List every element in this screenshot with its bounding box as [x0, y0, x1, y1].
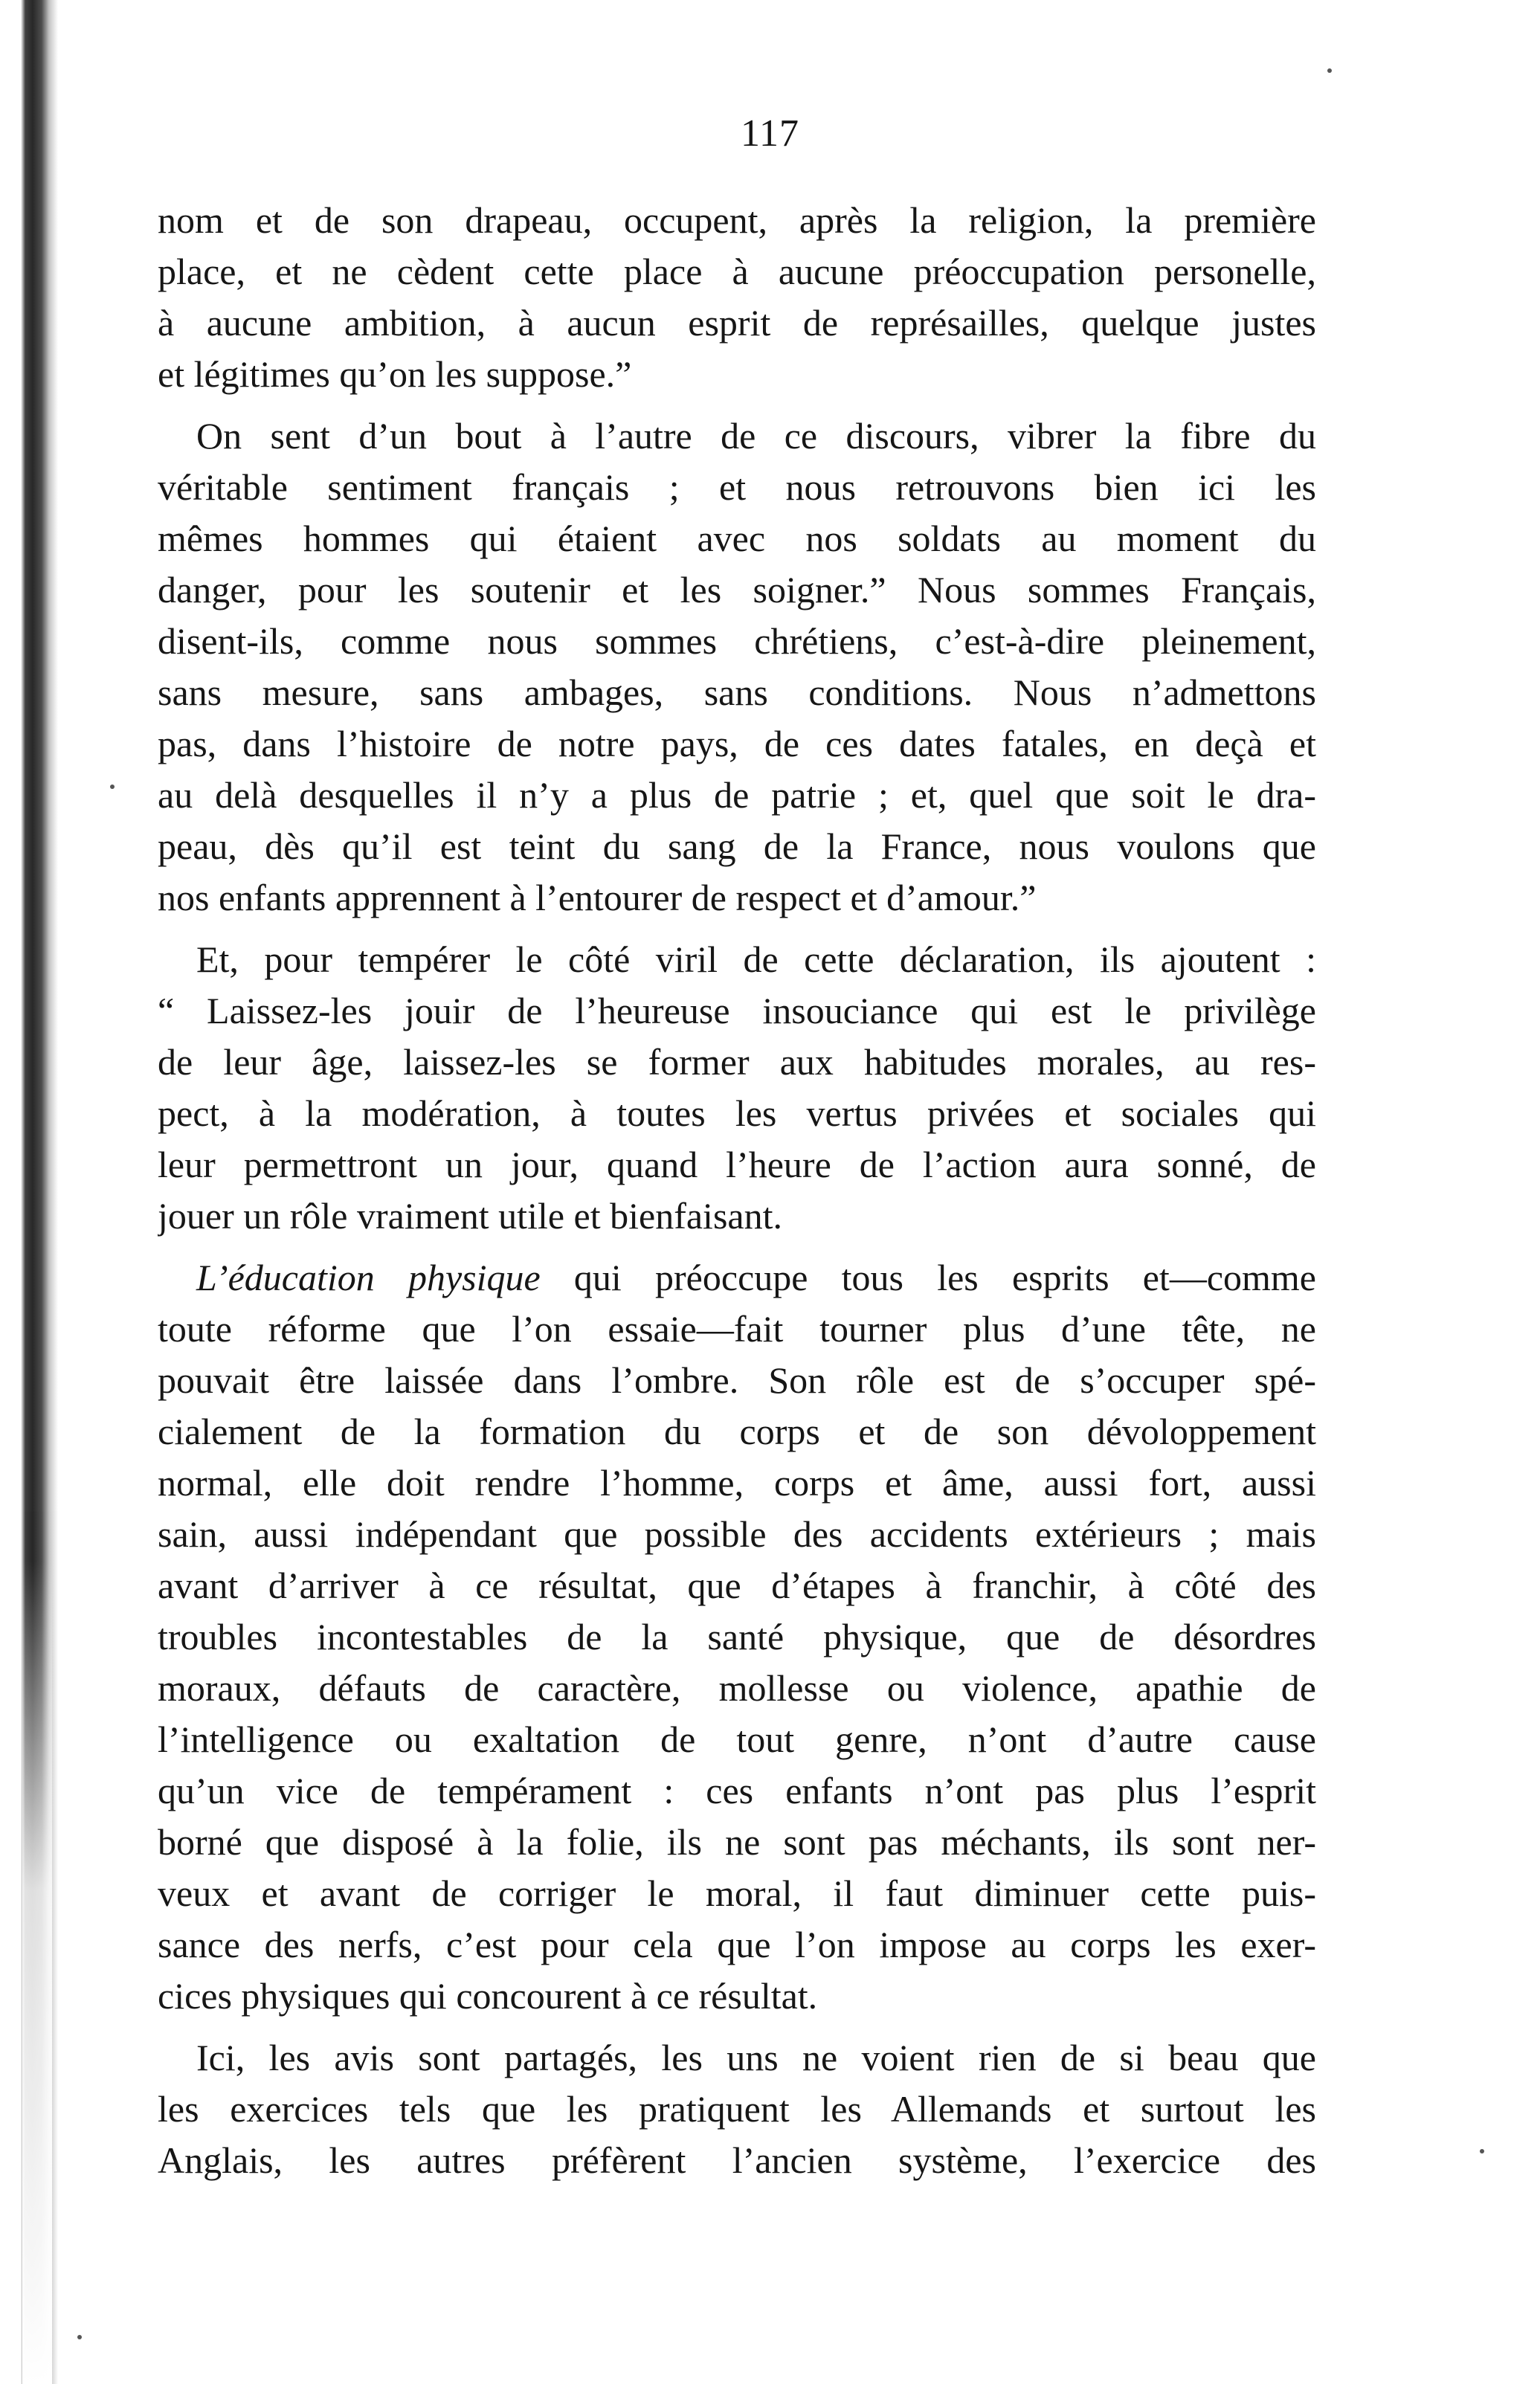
- text-line: pouvait être laissée dans l’ombre. Son rôle est de s’occuper spé-: [158, 1359, 1316, 1401]
- text-line: peau, dès qu’il est teint du sang de la France, nous voulons que: [158, 825, 1316, 867]
- text-line: nom et de son drapeau, occupent, après la religion, la première: [158, 199, 1316, 241]
- text-line: normal, elle doit rendre l’homme, corps et âme, aussi fort, aussi: [158, 1462, 1316, 1504]
- text-line: troubles incontestables de la santé physique, que de désordres: [158, 1616, 1316, 1657]
- paragraph-5: [158, 2032, 1316, 2186]
- text-line: sans mesure, sans ambages, sans conditions. Nous n’admettons: [158, 671, 1316, 713]
- text-line: au delà desquelles il n’y a plus de patrie ; et, quel que soit le dra-: [158, 774, 1316, 816]
- text-line: leur permettront un jour, quand l’heure de l’action aura sonné, de: [158, 1144, 1316, 1185]
- text-line: qu’un vice de tempérament : ces enfants n’ont pas plus l’esprit: [158, 1770, 1316, 1811]
- italic-term: L’éducation physique: [196, 1257, 541, 1298]
- text-line: les exercices tels que les pratiquent les Allemands et surtout les: [158, 2088, 1316, 2130]
- text-line: pect, à la modération, à toutes les vertus privées et sociales qui: [158, 1092, 1316, 1134]
- page-number: 117: [740, 112, 800, 155]
- text-line: mêmes hommes qui étaient avec nos soldats au moment du: [158, 518, 1316, 559]
- text-line: Ici, les avis sont partagés, les uns ne voient rien de si beau que: [196, 2037, 1316, 2078]
- text-line: On sent d’un bout à l’autre de ce discours, vibrer la fibre du: [196, 415, 1316, 457]
- text-line: et légitimes qu’on les suppose.”: [158, 353, 632, 395]
- print-speck: [1480, 2149, 1484, 2153]
- print-speck: [110, 785, 115, 789]
- text-line: jouer un rôle vraiment utile et bienfaisant.: [158, 1195, 782, 1237]
- text-line: place, et ne cèdent cette place à aucune préoccupation personelle,: [158, 251, 1316, 292]
- text-line: cialement de la formation du corps et de son dévoloppement: [158, 1411, 1316, 1452]
- text-line: cices physiques qui concourent à ce résultat.: [158, 1975, 818, 2017]
- text-line: sance des nerfs, c’est pour cela que l’on impose au corps les exer-: [158, 1924, 1316, 1965]
- paragraph-3: [158, 934, 1316, 1242]
- text-line: Anglais, les autres préfèrent l’ancien système, l’exercice des: [158, 2139, 1316, 2181]
- binding-edge-shadow: [0, 0, 58, 2384]
- text-line: moraux, défauts de caractère, mollesse ou violence, apathie de: [158, 1667, 1316, 1709]
- body-text: [158, 195, 1316, 2190]
- text-line: toute réforme que l’on essaie—fait tourner plus d’une tête, ne: [158, 1308, 1316, 1350]
- text-line: “ Laissez-les jouir de l’heureuse insouciance qui est le privilège: [158, 990, 1316, 1031]
- text-line: à aucune ambition, à aucun esprit de représailles, quelque justes: [158, 302, 1316, 344]
- paragraph-2: [158, 410, 1316, 924]
- print-speck: [1327, 68, 1332, 73]
- text-line: pas, dans l’histoire de notre pays, de ces dates fatales, en deçà et: [158, 723, 1316, 764]
- print-speck: [77, 2335, 82, 2339]
- text-line: danger, pour les soutenir et les soigner.” Nous sommes Français,: [158, 569, 1316, 611]
- text-line: avant d’arriver à ce résultat, que d’étapes à franchir, à côté des: [158, 1565, 1316, 1606]
- text-line: véritable sentiment français ; et nous retrouvons bien ici les: [158, 466, 1316, 508]
- text-line: [158, 1252, 1316, 1304]
- text-line: disent-ils, comme nous sommes chrétiens, c’est-à-dire pleinement,: [158, 620, 1316, 662]
- text-line: nos enfants apprennent à l’entourer de respect et d’amour.”: [158, 877, 1037, 918]
- text-line: Et, pour tempérer le côté viril de cette déclaration, ils ajoutent :: [196, 938, 1316, 980]
- paragraph-1: [158, 195, 1316, 400]
- text-line: borné que disposé à la folie, ils ne sont pas méchants, ils sont ner-: [158, 1821, 1316, 1863]
- text-line: sain, aussi indépendant que possible des accidents extérieurs ; mais: [158, 1513, 1316, 1555]
- text-line: l’intelligence ou exaltation de tout genre, n’ont d’autre cause: [158, 1718, 1316, 1760]
- text-line: de leur âge, laissez-les se former aux habitudes morales, au res-: [158, 1041, 1316, 1083]
- paragraph-4: [158, 1252, 1316, 2022]
- text-line: veux et avant de corriger le moral, il faut diminuer cette puis-: [158, 1872, 1316, 1914]
- text-span: qui préoccupe tous les esprits et—comme: [540, 1257, 1316, 1298]
